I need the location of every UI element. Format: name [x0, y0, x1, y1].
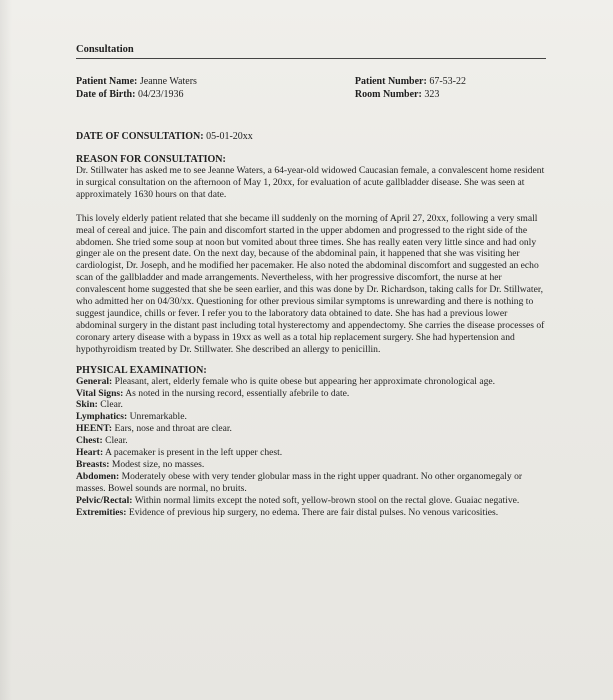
- exam-label: Skin:: [76, 399, 98, 411]
- exam-text: As noted in the nursing record, essentially afebrile to date.: [125, 387, 350, 399]
- exam-text: Modest size, no masses.: [111, 458, 205, 470]
- exam-heading: PHYSICAL EXAMINATION:: [76, 364, 207, 376]
- exam-label: Vital Signs:: [76, 387, 124, 399]
- consultation-date: [76, 131, 553, 142]
- exam-item-vital-signs: [76, 388, 546, 400]
- patient-name-label: Patient Name:: [76, 76, 138, 87]
- exam-item-chest: [76, 435, 546, 447]
- patient-name-value: Jeanne Waters: [139, 76, 197, 87]
- exam-item-breasts: [76, 459, 546, 471]
- room-number-value: 323: [424, 89, 440, 100]
- exam-label: General:: [76, 375, 113, 387]
- reason-paragraph: Dr. Stillwater has asked me to see Jeanne Waters, a 64-year-old widowed Caucasian female, a convalescent home resident in surgical consultation on the afternoon of May 1, 20xx, for evaluation of acute gallbladder disease. She was seen at approximately 1630 hours on that date.: [76, 165, 545, 200]
- reason-heading: REASON FOR CONSULTATION:: [76, 154, 226, 165]
- exam-item-lymphatics: [76, 411, 546, 423]
- exam-text: A pacemaker is present in the left upper chest.: [105, 447, 283, 459]
- exam-text: Moderately obese with very tender globular mass in the right upper quadrant. No other organomegaly or masses. Bowel sounds are normal, no bruits.: [76, 470, 523, 494]
- consultation-date-label: DATE OF CONSULTATION:: [76, 131, 204, 142]
- page-shadow: [0, 0, 12, 700]
- document-title: Consultation: [76, 44, 546, 59]
- patient-info-left: [76, 75, 197, 101]
- exam-text: Pleasant, alert, elderly female who is quite obese but appearing her approximate chronological age.: [114, 375, 496, 387]
- dob-label: Date of Birth:: [76, 89, 136, 100]
- consultation-date-value: 05-01-20xx: [206, 131, 253, 142]
- exam-label: Extremities:: [76, 506, 127, 518]
- history-paragraph: This lovely elderly patient related that she became ill suddenly on the morning of April 27, 20xx, following a very small meal of cereal and juice. The pain and discomfort started in the upper abdomen and progressed to the right side of the abdomen. She tried some soup at noon but vomited about three times. She has really eaten very little since and had only ginger ale on the present date. On the next day, because of the abdominal pain, it happened that she was visiting her cardiologist, Dr. Joseph, and he modified her pacemaker. He also noted the abdominal discomfort and suggested an echo scan of the gallbladder and made arrangements. Nevertheless, with her progressive discomfort, the nurse at her convalescent home suggested that she be seen earlier, and this was done by Dr. Richardson, taking calls for Dr. Stillwater, who admitted her on 04/30/xx. Questioning for other previous similar symptoms is unrewarding and there is nothing to suggest jaundice, chills or fever. I refer you to the laboratory data obtained to date. She has had a previous lower abdominal surgery in the distant past including total hysterectomy and appendectomy. She carries the disease processes of coronary artery disease with a bypass in 19xx as well as a total hip replacement surgery. She had hypertension and hypothyroidism treated by Dr. Stillwater. She described an allergy to penicillin.: [76, 212, 545, 355]
- exam-item-skin: [76, 399, 546, 411]
- patient-info-right: [355, 75, 466, 101]
- exam-text: Clear.: [100, 399, 123, 411]
- room-number-label: Room Number:: [354, 89, 422, 100]
- patient-name-row: [76, 75, 197, 88]
- exam-label: Abdomen:: [76, 470, 120, 482]
- exam-item-heart: [76, 447, 546, 459]
- dob-row: [76, 88, 197, 101]
- exam-item-pelvic-rectal: [76, 495, 546, 507]
- patient-number-value: 67-53-22: [429, 76, 466, 87]
- patient-number-label: Patient Number:: [354, 76, 427, 87]
- dob-value: 04/23/1936: [137, 89, 184, 100]
- exam-label: HEENT:: [76, 423, 113, 435]
- exam-item-abdomen: [76, 471, 546, 495]
- exam-text: Ears, nose and throat are clear.: [114, 423, 232, 435]
- exam-text: Evidence of previous hip surgery, no edema. There are fair distal pulses. No venous varicosities.: [128, 506, 499, 518]
- exam-label: Breasts:: [76, 458, 110, 470]
- patient-number-row: [355, 75, 466, 88]
- exam-label: Pelvic/Rectal:: [76, 494, 133, 506]
- exam-text: Within normal limits except the noted soft, yellow-brown stool on the rectal glove. Guaiac negative.: [134, 494, 520, 506]
- exam-label: Lymphatics:: [76, 411, 128, 423]
- exam-label: Chest:: [76, 435, 103, 447]
- room-number-row: [355, 88, 466, 101]
- exam-item-extremities: [76, 507, 546, 519]
- exam-label: Heart:: [76, 447, 104, 459]
- exam-text: Clear.: [105, 435, 128, 447]
- patient-info: [76, 75, 466, 101]
- exam-text: Unremarkable.: [129, 411, 187, 423]
- exam-item-heent: [76, 423, 546, 435]
- exam-item-general: [76, 376, 546, 388]
- exam-list: [76, 376, 553, 519]
